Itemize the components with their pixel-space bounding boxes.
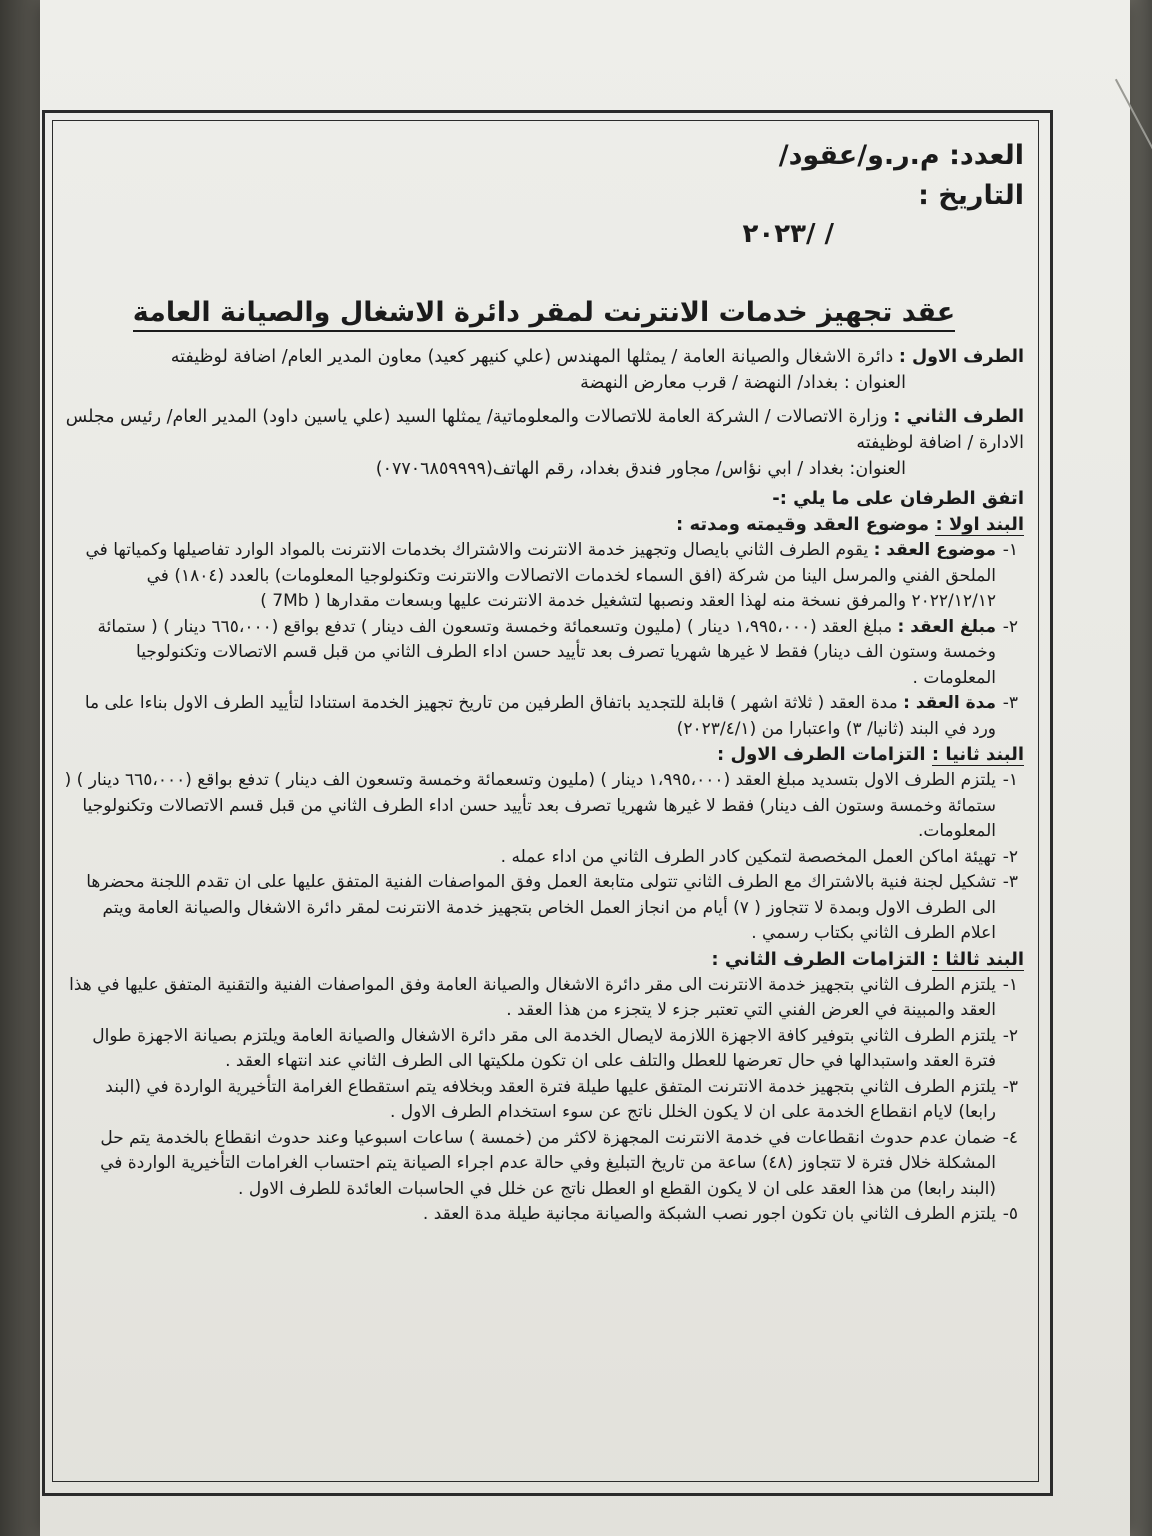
item-body: يلتزم الطرف الثاني بتوفير كافة الاجهزة اللازمة لايصال الخدمة الى مقر دائرة الاشغال والصيانة العامة ويلتزم بصيانة الاجهزة طوال فترة العقد واستبدالها في حال تعرضها للعطل والتلف على ان تكون ملكيتها الى الطرف الثاني عند انتهاء العقد .: [92, 1025, 996, 1071]
item-number: ١-: [1002, 540, 1018, 560]
clause-three-item: [64, 1075, 1024, 1126]
clause-two-item: [64, 845, 1024, 871]
item-number: ٣-: [1002, 693, 1018, 713]
item-body: ضمان عدم حدوث انقطاعات في خدمة الانترنت المجهزة لاكثر من (خمسة ) ساعات اسبوعيا وعند حدوث انقطاع بالخدمة يتم حل المشكلة خلال فترة لا تتجاوز (٤٨) ساعة من تاريخ التبليغ وفي حالة عدم اجراء الصيانة يتم احتساب الغرامات التأخيرية الواردة في (البند رابعا) من هذا العقد على ان لا يكون القطع او العطل ناتج عن خلل في الحاسبات العائدة للطرف الاول .: [100, 1127, 996, 1199]
item-text: [64, 691, 996, 742]
item-number: ٣-: [1002, 1076, 1018, 1097]
item-body: يلتزم الطرف الثاني بان تكون اجور نصب الشبكة والصيانة مجانية طيلة مدة العقد .: [422, 1204, 996, 1224]
item-number: ٢-: [1002, 616, 1018, 637]
item-body: يلتزم الطرف الاول بتسديد مبلغ العقد (١،٩٩٥،٠٠٠ دينار ) (مليون وتسعمائة وخمسة وتسعون الف دينار ) تدفع بواقع (٦٦٥،٠٠٠ دينار ) ( ستمائة وخمسة وستون الف دينار) فقط لا غيرها شهريا تصرف بعد تأييد حسن اداء الطرف الثاني من قبل قسم الاتصالات وتكنولوجيا المعلومات.: [64, 770, 996, 841]
clause-two-item: [64, 870, 1024, 947]
item-text: [64, 538, 996, 615]
item-number: ٥-: [1002, 1204, 1018, 1224]
clause-three-item: [64, 973, 1024, 1024]
clause-three-item: [64, 1126, 1024, 1203]
document-title: [64, 290, 1024, 336]
item-number: ٣-: [1002, 872, 1018, 892]
agreement-intro: اتفق الطرفان على ما يلي :-: [772, 488, 1024, 509]
clause-three-heading: [64, 947, 1024, 973]
item-number: ١-: [1002, 770, 1018, 790]
party-one: [64, 344, 1024, 396]
party-one-text: دائرة الاشغال والصيانة العامة / يمثلها المهندس (علي كنيهر كعيد) معاون المدير العام/ اضافة لوظيفته: [170, 347, 894, 367]
date-label: التاريخ :: [918, 180, 1024, 211]
party-two-address: العنوان: بغداد / ابي نؤاس/ مجاور فندق بغداد، رقم الهاتف(٠٧٧٠٦٨٥٩٩٩٩): [375, 459, 906, 479]
party-two-label: الطرف الثاني :: [893, 407, 1024, 427]
clause-three-title: التزامات الطرف الثاني :: [711, 948, 926, 970]
item-body: مدة العقد ( ثلاثة اشهر ) قابلة للتجديد باتفاق الطرفين من تاريخ تجهيز الخدمة استنادا لتأييد الطرف الاول بناءا على ما ورد في البند (ثانيا/ ٣) واعتبارا من (٢٠٢٣/٤/١): [84, 693, 996, 739]
party-two-text: وزارة الاتصالات / الشركة العامة للاتصالات والمعلوماتية/ يمثلها السيد (علي ياسين داود) المدير العام/ رئيس مجلس الادارة / اضافة لوظيفته: [65, 407, 1024, 453]
party-two: [64, 404, 1024, 482]
item-body: يلتزم الطرف الثاني بتجهيز خدمة الانترنت المتفق عليها طيلة فترة العقد وبخلافه يتم استقطاع الغرامة التأخيرية الواردة في (البند رابعا) لايام انقطاع الخدمة على ان لا يكون الخلل ناتج عن سوء استخدام الطرف الاول .: [105, 1076, 996, 1122]
item-number: ٢-: [1002, 1025, 1018, 1046]
item-label: موضوع العقد :: [873, 540, 996, 560]
item-label: مبلغ العقد :: [897, 616, 996, 637]
item-body: تهيئة اماكن العمل المخصصة لتمكين كادر الطرف الثاني من اداء عمله .: [500, 846, 996, 867]
clause-one-heading: [64, 512, 1024, 538]
background-left: [0, 0, 40, 1536]
item-number: ١-: [1002, 974, 1018, 995]
clause-two-heading: [64, 742, 1024, 768]
clause-one-item: [64, 691, 1024, 742]
clause-one-title: موضوع العقد وقيمته ومدته :: [676, 514, 930, 535]
item-body: تشكيل لجنة فنية بالاشتراك مع الطرف الثاني تتولى متابعة العمل وفق المواصفات الفنية المتفق عليها على ان تقدم اللجنة محضرها الى الطرف الاول وبمدة لا تتجاوز ( ٧) أيام من انجاز العمل الخاص بتجهيز خدمة الانترنت لمقر دائرة الاشغال والصيانة العامة ويتم اعلام الطرف الثاني بكتاب رسمي .: [86, 872, 996, 943]
document-content: [64, 136, 1024, 1228]
item-body: مبلغ العقد (١،٩٩٥،٠٠٠ دينار ) (مليون وتسعمائة وخمسة وتسعون الف دينار ) تدفع بواقع (٦٦٥،٠٠٠ دينار ) ( ستمائة وخمسة وستون الف دينار) فقط لا غيرها شهريا تصرف بعد تأييد حسن اداء الطرف الثاني من قبل قسم الاتصالات وتكنولوجيا المعلومات .: [97, 616, 996, 688]
clause-three-label: البند ثالثا :: [931, 948, 1024, 970]
clause-one-item: [64, 615, 1024, 692]
clause-one-label: البند اولا :: [935, 514, 1024, 535]
item-body: يلتزم الطرف الثاني بتجهيز خدمة الانترنت الى مقر دائرة الاشغال والصيانة العامة وفق المواصفات الفنية والتقنية المتفق عليها في هذا العقد والمبينة في العرض الفني التي تعتبر جزء لا يتجزء من هذا العقد .: [69, 974, 996, 1020]
clause-three-item: [64, 1202, 1024, 1228]
item-number: ٢-: [1002, 846, 1018, 867]
clause-two-title: التزامات الطرف الاول :: [716, 744, 926, 765]
clause-two-label: البند ثانيا :: [931, 744, 1024, 765]
clause-two-item: [64, 768, 1024, 845]
item-body: يقوم الطرف الثاني بايصال وتجهيز خدمة الانترنت والاشتراك بخدمات الانترنت بالمواد الوارد تفاصيلها وكمياتها في الملحق الفني والمرسل الينا من شركة (افق السماء لخدمات الاتصالات والانترنت وتكنولوجيا المعلومات) بالعدد (١٨٠٤) في ٢٠٢٢/١٢/١٢ والمرفق نسخة منه لهذا العقد ونصبها لتشغيل خدمة الانترنت عليها وبسعات مقدارها ( 7Mb ): [85, 540, 996, 611]
item-label: مدة العقد :: [903, 693, 996, 713]
item-number: ٤-: [1002, 1127, 1018, 1148]
document-title-text: عقد تجهيز خدمات الانترنت لمقر دائرة الاشغال والصيانة العامة: [133, 297, 955, 332]
reference-number: العدد: م.ر.و/عقود/: [778, 140, 1024, 171]
clause-three-item: [64, 1024, 1024, 1075]
clause-one-item: [64, 538, 1024, 615]
party-one-label: الطرف الاول :: [898, 347, 1024, 367]
party-one-address: العنوان : بغداد/ النهضة / قرب معارض النهضة: [580, 373, 906, 393]
date-value: / /٢٠٢٣: [742, 219, 834, 249]
item-text: [64, 615, 996, 692]
background-right: [1130, 0, 1152, 1536]
